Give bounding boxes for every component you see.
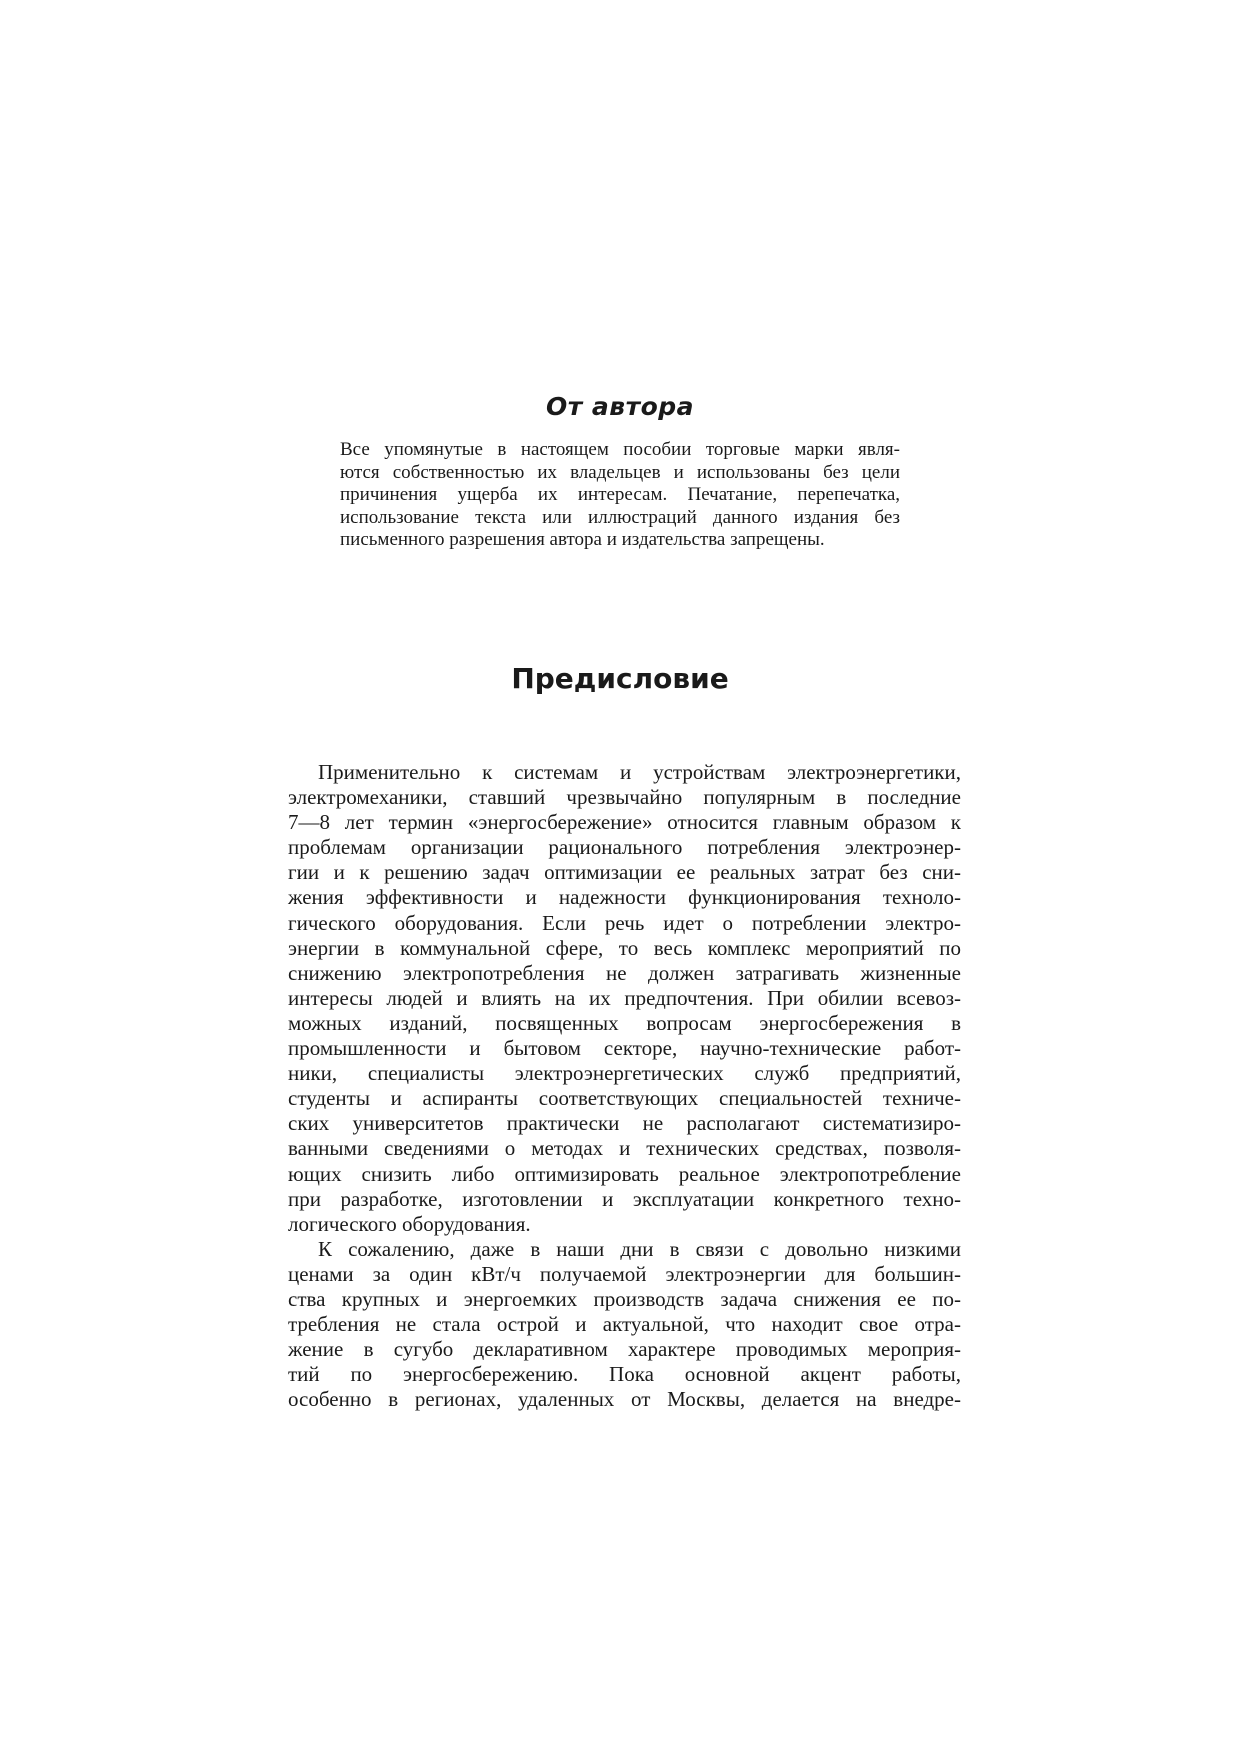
preface-line: жение в сугубо декларативном характере проводимых мероприя-	[288, 1337, 961, 1362]
preface-line: гии и к решению задач оптимизации ее реальных затрат без сни-	[288, 860, 961, 885]
author-note-line: использование текста или иллюстраций данного издания без	[340, 506, 900, 528]
preface-line: ванными сведениями о методах и технических средствах, позволя-	[288, 1136, 961, 1161]
author-note-line: ются собственностью их владельцев и использованы без цели	[340, 461, 900, 483]
preface-line: Применительно к системам и устройствам электроэнергетики,	[318, 760, 961, 784]
preface-line: логического оборудования.	[288, 1211, 531, 1236]
author-note-line: Все упомянутые в настоящем пособии торговые марки явля-	[340, 439, 900, 460]
preface-body	[288, 760, 961, 1412]
preface-line: жения эффективности и надежности функционирования техноло-	[288, 885, 961, 910]
preface-line: ценами за один кВт/ч получаемой электроэнергии для большин-	[288, 1261, 961, 1286]
author-note-line: письменного разрешения автора и издательства запрещены.	[340, 529, 825, 550]
preface-line: тий по энергосбережению. Пока основной акцент работы,	[288, 1362, 961, 1387]
preface-line: энергии в коммунальной сфере, то весь комплекс мероприятий по	[288, 935, 961, 960]
preface-title: Предисловие	[511, 662, 729, 695]
preface-line: электромеханики, ставший чрезвычайно популярным в последние	[288, 785, 961, 810]
preface-line: ских университетов практически не располагают систематизиро-	[288, 1111, 961, 1136]
preface-line: можных изданий, посвященных вопросам энергосбережения в	[288, 1010, 961, 1035]
preface-line: ющих снизить либо оптимизировать реальное электропотребление	[288, 1161, 961, 1186]
preface-line: требления не стала острой и актуальной, что находит свое отра-	[288, 1312, 961, 1337]
preface-line: студенты и аспиранты соответствующих специальностей техниче-	[288, 1086, 961, 1111]
preface-paragraph	[288, 760, 961, 1237]
preface-line: промышленности и бытовом секторе, научно-технические работ-	[288, 1036, 961, 1061]
preface-line: интересы людей и влиять на их предпочтения. При обилии всевоз-	[288, 985, 961, 1010]
preface-line: гического оборудования. Если речь идет о потреблении электро-	[288, 910, 961, 935]
preface-line: К сожалению, даже в наши дни в связи с довольно низкими	[318, 1236, 961, 1261]
author-note-text	[340, 439, 900, 552]
preface-paragraph	[288, 1237, 961, 1413]
preface-line: особенно в регионах, удаленных от Москвы, делается на внедре-	[288, 1387, 961, 1412]
preface-line: проблемам организации рационального потребления электроэнер-	[288, 835, 961, 860]
preface-line: ства крупных и энергоемких производств задача снижения ее по-	[288, 1286, 961, 1311]
author-note-title: От автора	[545, 392, 695, 421]
preface-line: снижению электропотребления не должен затрагивать жизненные	[288, 960, 961, 985]
preface-line: при разработке, изготовлении и эксплуатации конкретного техно-	[288, 1186, 961, 1211]
author-note-line: причинения ущерба их интересам. Печатание, перепечатка,	[340, 484, 900, 505]
preface-line: ники, специалисты электроэнергетических служб предприятий,	[288, 1061, 961, 1086]
author-note-section	[340, 392, 900, 552]
preface-line: 7—8 лет термин «энергосбережение» относится главным образом к	[288, 810, 961, 835]
